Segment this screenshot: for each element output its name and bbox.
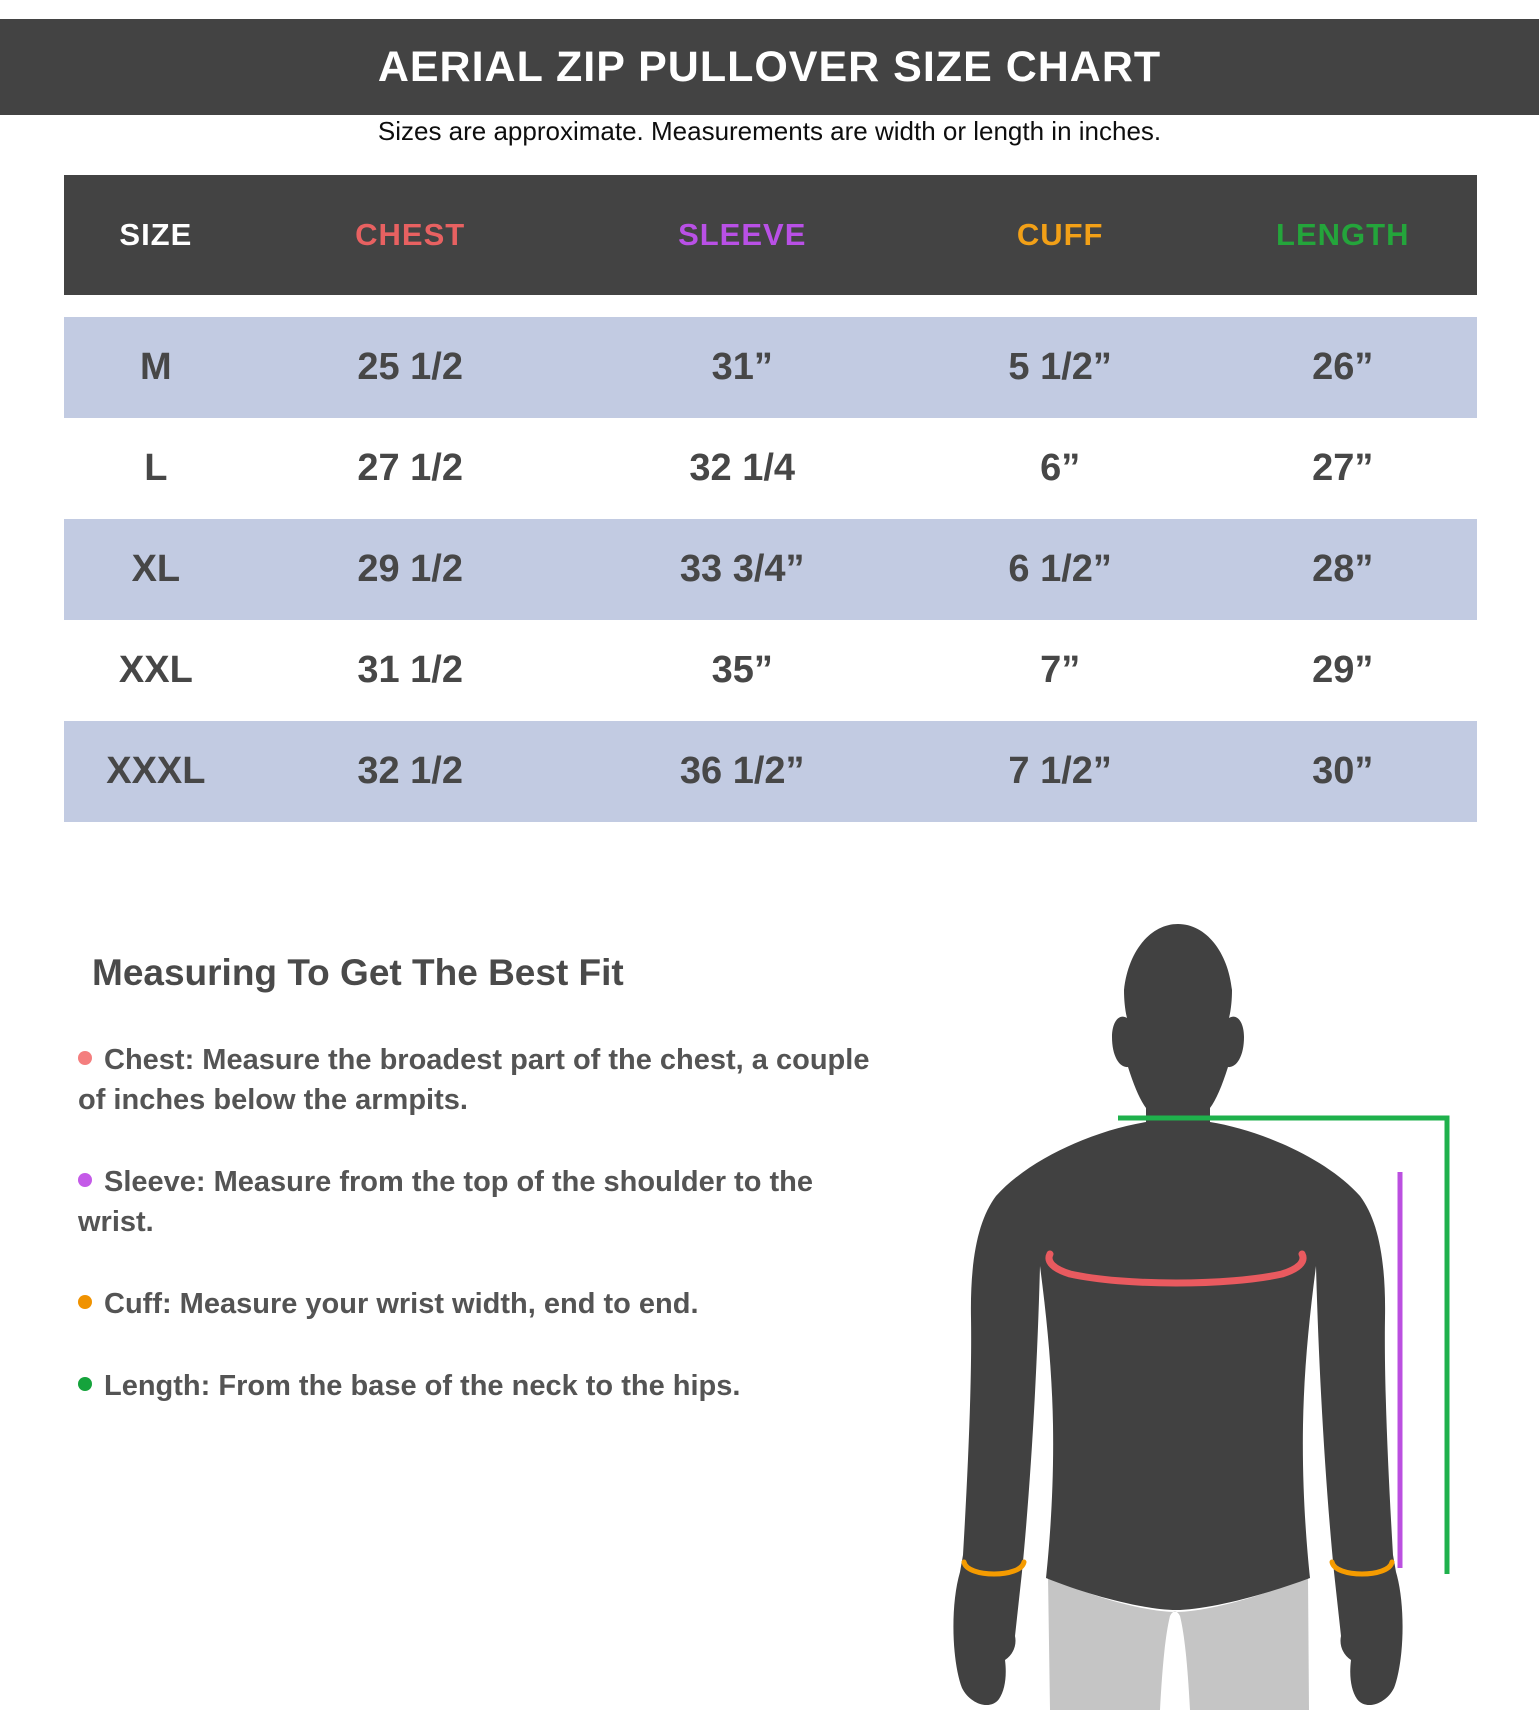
cell-size: L [144, 447, 168, 489]
cell-chest: 25 1/2 [357, 346, 463, 388]
title-bar [0, 19, 1539, 115]
guide-item-sleeve-text: Sleeve: Measure from the top of the shoulder to the wrist. [78, 1166, 813, 1239]
guide-item-chest-text: Chest: Measure the broadest part of the chest, a couple of inches below the armpits. [78, 1044, 870, 1117]
cell-chest: 29 1/2 [357, 548, 463, 590]
table-row-l [64, 418, 1477, 519]
table-row-xl [64, 519, 1477, 620]
guide-item-length [78, 1366, 878, 1406]
table-header-row [64, 175, 1477, 295]
cell-length: 29” [1312, 649, 1374, 691]
column-header-sleeve: SLEEVE [678, 217, 807, 252]
column-header-size: SIZE [119, 217, 193, 252]
cell-chest: 32 1/2 [357, 750, 463, 792]
cell-size: XL [131, 548, 181, 590]
body-diagram-svg [860, 910, 1500, 1710]
column-header-chest: CHEST [355, 217, 466, 252]
guide-item-cuff-text: Cuff: Measure your wrist width, end to end. [104, 1288, 699, 1321]
table-body [64, 317, 1477, 822]
cell-cuff: 7” [1040, 649, 1081, 691]
guide-item-sleeve [78, 1162, 878, 1242]
chest-bullet-icon [78, 1051, 92, 1065]
table-row-xxl [64, 620, 1477, 721]
cell-cuff: 7 1/2” [1008, 750, 1112, 792]
cell-size: XXXL [106, 750, 206, 792]
body-silhouette [953, 924, 1402, 1705]
cell-sleeve: 32 1/4 [689, 447, 796, 489]
cell-size: XXL [118, 649, 193, 691]
length-bullet-icon [78, 1377, 92, 1391]
body-measurement-diagram [860, 910, 1500, 1710]
column-header-length: LENGTH [1276, 217, 1410, 252]
cell-size: M [140, 346, 172, 388]
guide-item-chest [78, 1040, 878, 1120]
cell-cuff: 6” [1040, 447, 1081, 489]
cell-length: 26” [1312, 346, 1374, 388]
cell-length: 30” [1312, 750, 1374, 792]
cell-sleeve: 33 3/4” [679, 548, 805, 590]
table-row-xxxl [64, 721, 1477, 822]
cell-length: 27” [1312, 447, 1374, 489]
guide-item-length-text: Length: From the base of the neck to the hips. [104, 1370, 741, 1403]
sleeve-bullet-icon [78, 1173, 92, 1187]
cell-sleeve: 31” [711, 346, 773, 388]
cell-cuff: 6 1/2” [1008, 548, 1112, 590]
guide-item-cuff [78, 1284, 878, 1324]
cell-cuff: 5 1/2” [1008, 346, 1112, 388]
cuff-bullet-icon [78, 1295, 92, 1309]
cell-chest: 31 1/2 [357, 649, 463, 691]
page-subtitle: Sizes are approximate. Measurements are width or length in inches. [377, 116, 1162, 146]
table-row-m [64, 317, 1477, 418]
column-header-cuff: CUFF [1016, 217, 1104, 252]
guide-heading: Measuring To Get The Best Fit [92, 952, 624, 993]
cell-sleeve: 36 1/2” [679, 750, 805, 792]
size-chart-table [64, 175, 1477, 822]
page-title: AERIAL ZIP PULLOVER SIZE CHART [377, 42, 1162, 91]
cell-chest: 27 1/2 [357, 447, 463, 489]
measuring-guide [78, 952, 878, 1448]
cell-length: 28” [1312, 548, 1374, 590]
cell-sleeve: 35” [711, 649, 773, 691]
